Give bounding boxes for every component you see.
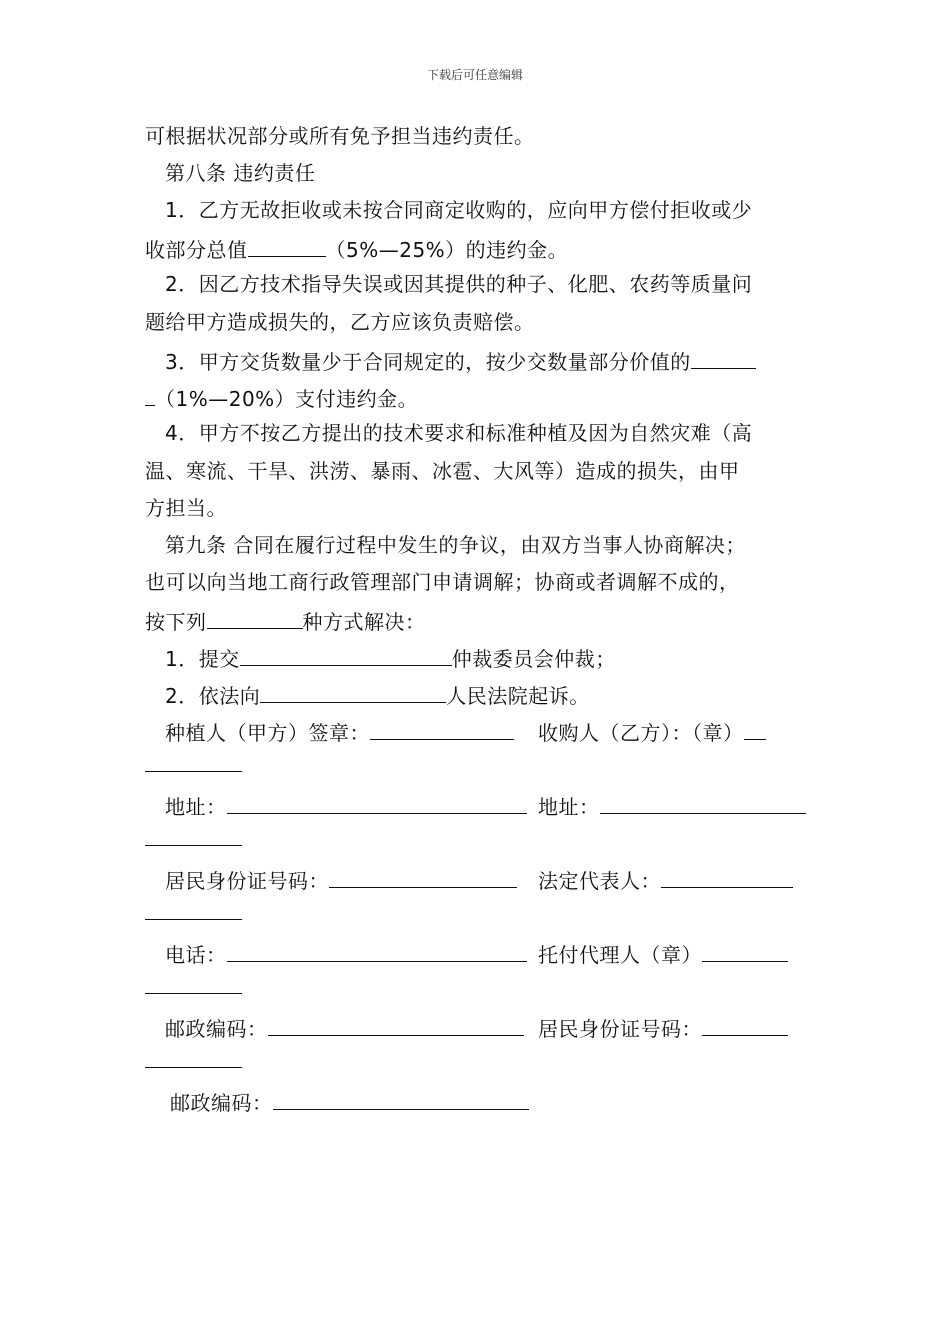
blank-field[interactable] (145, 383, 155, 406)
page-header: 下载后可任意编辑 (426, 68, 523, 82)
paragraph (145, 606, 426, 635)
id-b-label: 居民身份证号码： (538, 1017, 702, 1041)
signature-row (165, 1013, 524, 1042)
signature-row (170, 1087, 529, 1116)
paragraph: 1．乙方无故拒收或未按合同商定收购的，应向甲方偿付拒收或少 (165, 198, 753, 222)
paragraph (165, 346, 756, 375)
continuation-line (145, 918, 242, 920)
party-b-sign-field[interactable] (744, 717, 766, 740)
party-a-sign-label: 种植人（甲方）签章： (165, 721, 370, 745)
paragraph: 4．甲方不按乙方提出的技术要求和标准种植及因为自然灾难（高 (165, 421, 753, 445)
article-8-title: 第八条 违约责任 (165, 161, 316, 185)
paragraph: 也可以向当地工商行政管理部门申请调解；协商或者调解不成的， (145, 570, 740, 594)
signature-row (165, 717, 514, 746)
id-a-label: 居民身份证号码： (165, 869, 329, 893)
signature-row (165, 939, 527, 968)
postcode-a-field[interactable] (268, 1013, 524, 1036)
paragraph: 方担当。 (145, 496, 227, 520)
continuation-line (145, 844, 242, 846)
paragraph: 2．因乙方技术指导失误或因其提供的种子、化肥、农药等质量问 (165, 272, 753, 296)
signature-row (165, 791, 527, 820)
address-b-field[interactable] (600, 791, 806, 814)
paragraph: 温、寒流、干旱、洪涝、暴雨、冰雹、大风等）造成的损失，由甲 (145, 459, 740, 483)
address-b-label: 地址： (538, 795, 600, 819)
postcode-b-label: 邮政编码： (170, 1091, 273, 1115)
signature-row (538, 717, 766, 746)
signature-row (538, 865, 793, 894)
legal-rep-label: 法定代表人： (538, 869, 661, 893)
text: （5%—25%）的违约金。 (325, 238, 569, 262)
phone-label: 电话： (165, 943, 227, 967)
address-a-field[interactable] (227, 791, 527, 814)
postcode-b-field[interactable] (273, 1087, 529, 1110)
paragraph (145, 383, 418, 412)
text: 人民法院起诉。 (446, 684, 590, 708)
paragraph (165, 643, 616, 672)
paragraph (165, 680, 590, 709)
address-a-label: 地址： (165, 795, 227, 819)
party-b-sign-label: 收购人（乙方）：（章） (538, 721, 744, 745)
id-a-field[interactable] (329, 865, 517, 888)
paragraph: 题给甲方造成损失的，乙方应该负责赔偿。 (145, 310, 535, 334)
signature-row (538, 791, 806, 820)
text: 收部分总值 (145, 238, 248, 262)
blank-field[interactable] (260, 680, 446, 703)
continuation-line (145, 1066, 242, 1068)
legal-rep-field[interactable] (661, 865, 793, 888)
text: 2．依法向 (165, 684, 261, 708)
party-a-sign-field[interactable] (370, 717, 514, 740)
continuation-line (145, 770, 242, 772)
text: 按下列 (145, 610, 207, 634)
text: 种方式解决： (302, 610, 426, 634)
continuation-line (145, 992, 242, 994)
postcode-a-label: 邮政编码： (165, 1017, 268, 1041)
article-9: 第九条 合同在履行过程中发生的争议，由双方当事人协商解决； (165, 533, 746, 557)
text: 1．提交 (165, 647, 240, 671)
id-b-field[interactable] (702, 1013, 788, 1036)
signature-row (165, 865, 517, 894)
signature-row (538, 1013, 788, 1042)
blank-field[interactable] (691, 346, 756, 369)
paragraph: 可根据状况部分或所有免予担当违约责任。 (145, 124, 535, 148)
paragraph (145, 234, 568, 263)
blank-field[interactable] (240, 643, 452, 666)
agent-label: 托付代理人（章） (538, 943, 702, 967)
text: 3．甲方交货数量少于合同规定的，按少交数量部分价值的 (165, 350, 691, 374)
blank-field[interactable] (207, 606, 303, 629)
text: 仲裁委员会仲裁； (451, 647, 616, 671)
phone-field[interactable] (227, 939, 527, 962)
agent-field[interactable] (702, 939, 788, 962)
text: （1%—20%）支付违约金。 (155, 387, 419, 411)
blank-field[interactable] (248, 234, 326, 257)
signature-row (538, 939, 788, 968)
